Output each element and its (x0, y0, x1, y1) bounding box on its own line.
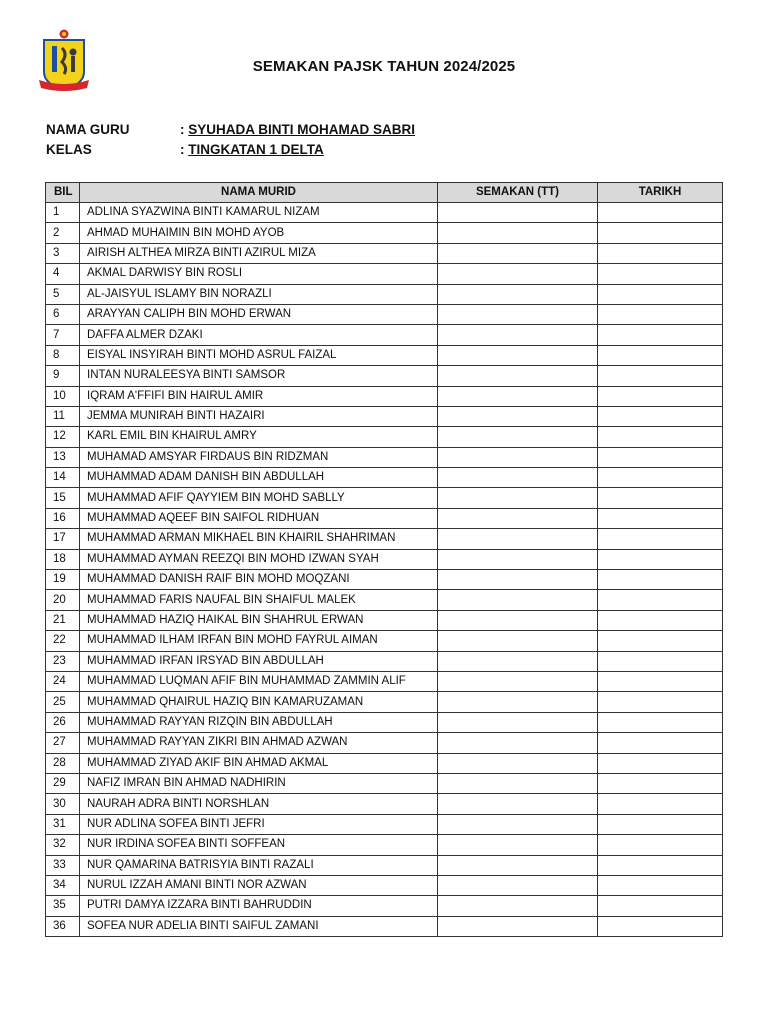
table-row (46, 671, 723, 691)
cell-bil: 13 (46, 447, 80, 467)
cell-tarikh[interactable] (598, 692, 723, 712)
table-header-row (46, 183, 723, 203)
cell-bil: 29 (46, 773, 80, 793)
cell-nama-murid: NAURAH ADRA BINTI NORSHLAN (80, 794, 438, 814)
cell-bil: 18 (46, 549, 80, 569)
table-row (46, 733, 723, 753)
cell-bil: 15 (46, 488, 80, 508)
cell-nama-murid: MUHAMMAD ADAM DANISH BIN ABDULLAH (80, 468, 438, 488)
cell-nama-murid: MUHAMMAD AQEEF BIN SAIFOL RIDHUAN (80, 508, 438, 528)
cell-bil: 22 (46, 631, 80, 651)
cell-nama-murid: MUHAMMAD IRFAN IRSYAD BIN ABDULLAH (80, 651, 438, 671)
table-row (46, 447, 723, 467)
class-info (46, 142, 324, 157)
cell-bil: 35 (46, 896, 80, 916)
cell-nama-murid: NUR IRDINA SOFEA BINTI SOFFEAN (80, 835, 438, 855)
cell-semakan[interactable] (438, 549, 598, 569)
table-row (46, 284, 723, 304)
cell-semakan[interactable] (438, 264, 598, 284)
cell-bil: 30 (46, 794, 80, 814)
cell-semakan[interactable] (438, 610, 598, 630)
cell-nama-murid: ADLINA SYAZWINA BINTI KAMARUL NIZAM (80, 203, 438, 223)
cell-nama-murid: DAFFA ALMER DZAKI (80, 325, 438, 345)
table-row (46, 386, 723, 406)
table-row (46, 794, 723, 814)
cell-nama-murid: MUHAMMAD ILHAM IRFAN BIN MOHD FAYRUL AIMAN (80, 631, 438, 651)
cell-semakan[interactable] (438, 733, 598, 753)
table-row (46, 243, 723, 263)
cell-semakan[interactable] (438, 651, 598, 671)
table-row (46, 773, 723, 793)
cell-bil: 12 (46, 427, 80, 447)
table-row (46, 468, 723, 488)
cell-nama-murid: IQRAM A'FFIFI BIN HAIRUL AMIR (80, 386, 438, 406)
cell-bil: 10 (46, 386, 80, 406)
cell-semakan[interactable] (438, 529, 598, 549)
cell-nama-murid: INTAN NURALEESYA BINTI SAMSOR (80, 366, 438, 386)
cell-bil: 1 (46, 203, 80, 223)
cell-bil: 2 (46, 223, 80, 243)
cell-nama-murid: KARL EMIL BIN KHAIRUL AMRY (80, 427, 438, 447)
teacher-info (46, 122, 415, 137)
cell-semakan[interactable] (438, 488, 598, 508)
cell-tarikh[interactable] (598, 406, 723, 426)
cell-semakan[interactable] (438, 875, 598, 895)
cell-tarikh[interactable] (598, 855, 723, 875)
cell-nama-murid: AKMAL DARWISY BIN ROSLI (80, 264, 438, 284)
cell-tarikh[interactable] (598, 835, 723, 855)
cell-tarikh[interactable] (598, 733, 723, 753)
cell-semakan[interactable] (438, 712, 598, 732)
cell-tarikh[interactable] (598, 651, 723, 671)
cell-bil: 3 (46, 243, 80, 263)
cell-nama-murid: NURUL IZZAH AMANI BINTI NOR AZWAN (80, 875, 438, 895)
page-title: SEMAKAN PAJSK TAHUN 2024/2025 (252, 58, 516, 75)
column-header-bil: BIL (46, 183, 80, 203)
cell-semakan[interactable] (438, 386, 598, 406)
teacher-name: SYUHADA BINTI MOHAMAD SABRI (188, 122, 415, 137)
cell-bil: 7 (46, 325, 80, 345)
cell-semakan[interactable] (438, 570, 598, 590)
cell-bil: 25 (46, 692, 80, 712)
table-row (46, 264, 723, 284)
student-checklist-table (45, 182, 723, 937)
cell-semakan[interactable] (438, 773, 598, 793)
cell-bil: 4 (46, 264, 80, 284)
cell-nama-murid: SOFEA NUR ADELIA BINTI SAIFUL ZAMANI (80, 916, 438, 936)
cell-semakan[interactable] (438, 508, 598, 528)
table-row (46, 427, 723, 447)
cell-nama-murid: AIRISH ALTHEA MIRZA BINTI AZIRUL MIZA (80, 243, 438, 263)
table-body (46, 203, 723, 937)
table-row (46, 610, 723, 630)
class-label: KELAS (46, 142, 92, 157)
cell-nama-murid: JEMMA MUNIRAH BINTI HAZAIRI (80, 406, 438, 426)
cell-tarikh[interactable] (598, 773, 723, 793)
cell-bil: 24 (46, 671, 80, 691)
cell-nama-murid: AL-JAISYUL ISLAMY BIN NORAZLI (80, 284, 438, 304)
table-row (46, 223, 723, 243)
cell-semakan[interactable] (438, 855, 598, 875)
cell-bil: 21 (46, 610, 80, 630)
cell-semakan[interactable] (438, 406, 598, 426)
cell-nama-murid: MUHAMMAD RAYYAN ZIKRI BIN AHMAD AZWAN (80, 733, 438, 753)
cell-semakan[interactable] (438, 753, 598, 773)
cell-nama-murid: ARAYYAN CALIPH BIN MOHD ERWAN (80, 304, 438, 324)
cell-tarikh[interactable] (598, 203, 723, 223)
cell-semakan[interactable] (438, 468, 598, 488)
column-header-nama-murid: NAMA MURID (80, 183, 438, 203)
cell-tarikh[interactable] (598, 345, 723, 365)
cell-tarikh[interactable] (598, 916, 723, 936)
cell-nama-murid: EISYAL INSYIRAH BINTI MOHD ASRUL FAIZAL (80, 345, 438, 365)
cell-nama-murid: AHMAD MUHAIMIN BIN MOHD AYOB (80, 223, 438, 243)
table-row (46, 916, 723, 936)
cell-tarikh[interactable] (598, 712, 723, 732)
table-row (46, 529, 723, 549)
cell-bil: 5 (46, 284, 80, 304)
cell-tarikh[interactable] (598, 875, 723, 895)
table-row (46, 855, 723, 875)
teacher-label: NAMA GURU (46, 122, 130, 137)
cell-nama-murid: MUHAMMAD ZIYAD AKIF BIN AHMAD AKMAL (80, 753, 438, 773)
table-row (46, 590, 723, 610)
teacher-separator: : (180, 122, 189, 137)
cell-nama-murid: NUR ADLINA SOFEA BINTI JEFRI (80, 814, 438, 834)
cell-nama-murid: NUR QAMARINA BATRISYIA BINTI RAZALI (80, 855, 438, 875)
cell-nama-murid: MUHAMMAD ARMAN MIKHAEL BIN KHAIRIL SHAHRIMAN (80, 529, 438, 549)
cell-bil: 20 (46, 590, 80, 610)
table-row (46, 406, 723, 426)
cell-semakan[interactable] (438, 366, 598, 386)
cell-bil: 19 (46, 570, 80, 590)
cell-tarikh[interactable] (598, 570, 723, 590)
cell-tarikh[interactable] (598, 223, 723, 243)
cell-tarikh[interactable] (598, 671, 723, 691)
cell-tarikh[interactable] (598, 447, 723, 467)
cell-tarikh[interactable] (598, 896, 723, 916)
cell-bil: 11 (46, 406, 80, 426)
cell-semakan[interactable] (438, 284, 598, 304)
cell-bil: 28 (46, 753, 80, 773)
cell-bil: 26 (46, 712, 80, 732)
table-row (46, 753, 723, 773)
cell-semakan[interactable] (438, 814, 598, 834)
table-row (46, 835, 723, 855)
cell-semakan[interactable] (438, 671, 598, 691)
cell-tarikh[interactable] (598, 529, 723, 549)
table-row (46, 570, 723, 590)
table-row (46, 896, 723, 916)
cell-bil: 23 (46, 651, 80, 671)
table-row (46, 692, 723, 712)
table-row (46, 712, 723, 732)
cell-bil: 33 (46, 855, 80, 875)
cell-tarikh[interactable] (598, 631, 723, 651)
table-row (46, 325, 723, 345)
table-row (46, 488, 723, 508)
cell-nama-murid: MUHAMMAD RAYYAN RIZQIN BIN ABDULLAH (80, 712, 438, 732)
cell-semakan[interactable] (438, 631, 598, 651)
column-header-tarikh: TARIKH (598, 183, 723, 203)
cell-semakan[interactable] (438, 692, 598, 712)
cell-semakan[interactable] (438, 916, 598, 936)
cell-tarikh[interactable] (598, 753, 723, 773)
cell-tarikh[interactable] (598, 427, 723, 447)
cell-tarikh[interactable] (598, 508, 723, 528)
cell-semakan[interactable] (438, 243, 598, 263)
cell-bil: 36 (46, 916, 80, 936)
cell-tarikh[interactable] (598, 325, 723, 345)
cell-tarikh[interactable] (598, 590, 723, 610)
cell-tarikh[interactable] (598, 488, 723, 508)
cell-tarikh[interactable] (598, 284, 723, 304)
table-row (46, 304, 723, 324)
cell-semakan[interactable] (438, 590, 598, 610)
cell-bil: 27 (46, 733, 80, 753)
table-row (46, 631, 723, 651)
class-separator: : (180, 142, 189, 157)
cell-semakan[interactable] (438, 325, 598, 345)
cell-semakan[interactable] (438, 896, 598, 916)
cell-tarikh[interactable] (598, 610, 723, 630)
cell-semakan[interactable] (438, 223, 598, 243)
cell-bil: 14 (46, 468, 80, 488)
table-row (46, 366, 723, 386)
table-row (46, 651, 723, 671)
table-row (46, 875, 723, 895)
table-row (46, 203, 723, 223)
cell-semakan[interactable] (438, 427, 598, 447)
cell-bil: 31 (46, 814, 80, 834)
cell-tarikh[interactable] (598, 549, 723, 569)
cell-nama-murid: MUHAMMAD AYMAN REEZQI BIN MOHD IZWAN SYAH (80, 549, 438, 569)
table-row (46, 549, 723, 569)
cell-bil: 9 (46, 366, 80, 386)
cell-tarikh[interactable] (598, 468, 723, 488)
cell-bil: 17 (46, 529, 80, 549)
cell-semakan[interactable] (438, 345, 598, 365)
table-row (46, 345, 723, 365)
cell-nama-murid: MUHAMMAD HAZIQ HAIKAL BIN SHAHRUL ERWAN (80, 610, 438, 630)
cell-semakan[interactable] (438, 835, 598, 855)
cell-bil: 8 (46, 345, 80, 365)
cell-tarikh[interactable] (598, 794, 723, 814)
cell-nama-murid: MUHAMAD AMSYAR FIRDAUS BIN RIDZMAN (80, 447, 438, 467)
cell-semakan[interactable] (438, 203, 598, 223)
cell-bil: 6 (46, 304, 80, 324)
table-row (46, 814, 723, 834)
class-name: TINGKATAN 1 DELTA (188, 142, 324, 157)
cell-tarikh[interactable] (598, 243, 723, 263)
cell-nama-murid: MUHAMMAD AFIF QAYYIEM BIN MOHD SABLLY (80, 488, 438, 508)
cell-tarikh[interactable] (598, 304, 723, 324)
cell-nama-murid: MUHAMMAD QHAIRUL HAZIQ BIN KAMARUZAMAN (80, 692, 438, 712)
cell-nama-murid: NAFIZ IMRAN BIN AHMAD NADHIRIN (80, 773, 438, 793)
cell-tarikh[interactable] (598, 264, 723, 284)
cell-tarikh[interactable] (598, 814, 723, 834)
cell-nama-murid: MUHAMMAD LUQMAN AFIF BIN MUHAMMAD ZAMMIN ALIF (80, 671, 438, 691)
table-row (46, 508, 723, 528)
cell-semakan[interactable] (438, 304, 598, 324)
cell-tarikh[interactable] (598, 386, 723, 406)
cell-semakan[interactable] (438, 794, 598, 814)
cell-bil: 32 (46, 835, 80, 855)
cell-tarikh[interactable] (598, 366, 723, 386)
cell-nama-murid: MUHAMMAD FARIS NAUFAL BIN SHAIFUL MALEK (80, 590, 438, 610)
cell-nama-murid: MUHAMMAD DANISH RAIF BIN MOHD MOQZANI (80, 570, 438, 590)
cell-nama-murid: PUTRI DAMYA IZZARA BINTI BAHRUDDIN (80, 896, 438, 916)
column-header-semakan: SEMAKAN (TT) (438, 183, 598, 203)
cell-bil: 16 (46, 508, 80, 528)
cell-semakan[interactable] (438, 447, 598, 467)
cell-bil: 34 (46, 875, 80, 895)
